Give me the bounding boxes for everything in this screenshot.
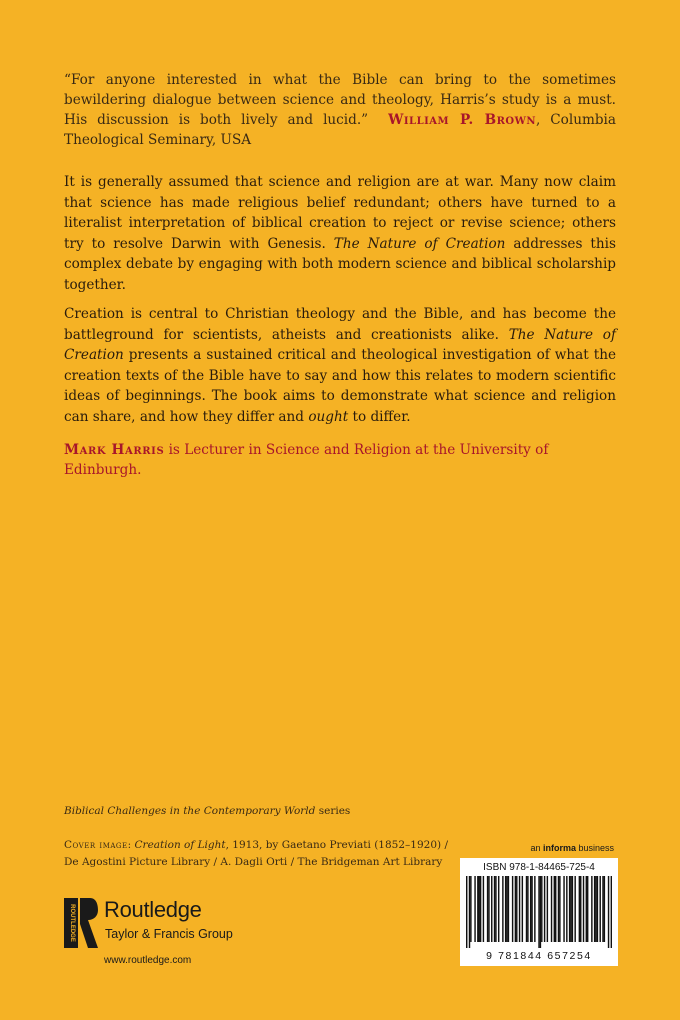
barcode-bar: [483, 876, 484, 942]
book-title-italic: The Nature of Creation: [333, 235, 506, 252]
barcode-bar: [547, 876, 548, 942]
author-bio: [64, 440, 624, 480]
description-text: It is generally assumed that science and religion are at war. Many now claim that science has made religious belief redundant; others have turned to a literalist interpretation of biblical creation to reject or revise science; others try to resolve Darwin with Genesis.: [64, 174, 616, 252]
informa-brand: informa: [542, 843, 576, 853]
barcode-bar: [566, 876, 567, 942]
barcode-bar: [591, 876, 592, 942]
series-line: [64, 805, 350, 817]
barcode-bar: [559, 876, 560, 942]
description-paragraph-2: [64, 304, 616, 427]
barcode-bar: [555, 876, 556, 942]
informa-suffix: business: [575, 843, 614, 853]
barcode-bar: [599, 876, 600, 942]
artwork-title: Creation of Light: [134, 839, 226, 851]
barcode-bar: [487, 876, 488, 942]
barcode-bar: [594, 876, 595, 942]
barcode-bar: [574, 876, 575, 942]
barcode-bar: [587, 876, 588, 942]
quote-attribution-name: William P. Brown: [388, 112, 536, 128]
barcode-bar: [495, 876, 496, 942]
barcode-bar: [480, 876, 481, 942]
series-suffix: series: [315, 805, 351, 817]
barcode-bar: [551, 876, 552, 942]
barcode-bar: [479, 876, 480, 942]
barcode-bar: [541, 876, 542, 942]
publisher-group: Taylor & Francis Group: [105, 927, 233, 941]
barcode-bar: [570, 876, 571, 942]
publisher-website-link[interactable]: www.routledge.com: [104, 955, 192, 966]
cover-image-credit: [64, 837, 464, 871]
barcode-bar: [477, 876, 478, 942]
credit-label: Cover image: [64, 839, 128, 851]
informa-prefix: an: [530, 843, 543, 853]
publisher-name: Routledge: [104, 897, 202, 922]
credit-line-1: , 1913, by Gaetano Previati (1852–1920) /: [225, 839, 448, 851]
barcode-bar: [580, 876, 581, 942]
barcode-bar: [572, 876, 573, 942]
credit-colon: :: [127, 839, 135, 851]
barcode-bar: [505, 876, 506, 942]
barcode-bar: [586, 876, 587, 942]
author-name: Mark Harris: [64, 442, 165, 458]
isbn-number: ISBN 978-1-84465-725-4: [483, 862, 595, 873]
informa-business-tag: [530, 843, 614, 853]
barcode-bar: [597, 876, 598, 942]
barcode-bar: [595, 876, 596, 942]
barcode-bar: [583, 876, 584, 942]
emphasis-text: ought: [308, 408, 349, 425]
quote-text: “For anyone interested in what the Bible can bring to the sometimes bewildering dialogue between science and theology, Harris’s study is a must. His discussion is both lively and lucid.”: [64, 72, 616, 128]
barcode-bar: [508, 876, 509, 942]
description-paragraph-1: [64, 172, 616, 295]
barcode-bar: [604, 876, 605, 942]
barcode-bar: [563, 876, 564, 942]
barcode-bar: [608, 876, 609, 948]
barcode-bar: [494, 876, 495, 942]
logo-vertical-text: ROUTLEDGE: [69, 904, 75, 942]
barcode-bar: [540, 876, 541, 948]
book-title-italic: The Nature of Creation: [64, 326, 616, 363]
credit-line-2: De Agostini Picture Library / A. Dagli Orti / The Bridgeman Art Library: [64, 856, 443, 868]
barcode-bar: [526, 876, 527, 942]
description-text: presents a sustained critical and theological investigation of what the creation texts of the Bible have to say and how this relates to modern scientific ideas of beginnings. The book aims to demonstrate what science and religion can share, and how they differ and: [64, 347, 616, 425]
barcode-bar: [534, 876, 535, 942]
description-text: to differ.: [348, 408, 411, 425]
series-title: Biblical Challenges in the Contemporary World: [64, 805, 316, 817]
barcode-bar: [519, 876, 520, 942]
barcode-bar: [512, 876, 513, 942]
barcode-bar: [516, 876, 517, 942]
barcode-bar: [527, 876, 528, 942]
barcode-bar: [554, 876, 555, 942]
routledge-logo-icon: [64, 898, 98, 948]
description-text: Creation is central to Christian theology and the Bible, and has become the battleground for scientists, atheists and creationists alike.: [64, 306, 616, 343]
barcode-bar: [502, 876, 503, 942]
barcode-bar: [488, 876, 489, 942]
barcode-bars: [466, 876, 612, 948]
isbn-barcode: [460, 858, 618, 966]
author-bio-text: is Lecturer in Science and Religion at the University of Edinburgh.: [64, 442, 549, 478]
barcode-digits: 9 781844 657254: [486, 950, 592, 962]
barcode-bar: [470, 876, 471, 942]
barcode-bar: [569, 876, 570, 942]
barcode-bar: [474, 876, 475, 942]
barcode-bar: [515, 876, 516, 942]
barcode-bar: [602, 876, 603, 942]
barcode-bar: [498, 876, 499, 942]
book-description: [64, 172, 616, 436]
description-text: addresses this complex debate by engaging with both modern science and biblical scholarship together.: [64, 235, 616, 293]
barcode-bar: [538, 876, 539, 948]
barcode-bar: [506, 876, 507, 942]
barcode-bar: [469, 876, 470, 948]
endorsement-quote: [64, 70, 616, 150]
barcode-bar: [530, 876, 531, 942]
barcode-bar: [611, 876, 612, 948]
barcode-bar: [544, 876, 545, 942]
barcode-bar: [531, 876, 532, 942]
quote-attribution-affiliation: , Columbia Theological Seminary, USA: [64, 112, 616, 148]
barcode-bar: [558, 876, 559, 942]
barcode-bar: [466, 876, 467, 948]
barcode-bar: [522, 876, 523, 942]
barcode-bar: [491, 876, 492, 942]
barcode-bar: [579, 876, 580, 942]
